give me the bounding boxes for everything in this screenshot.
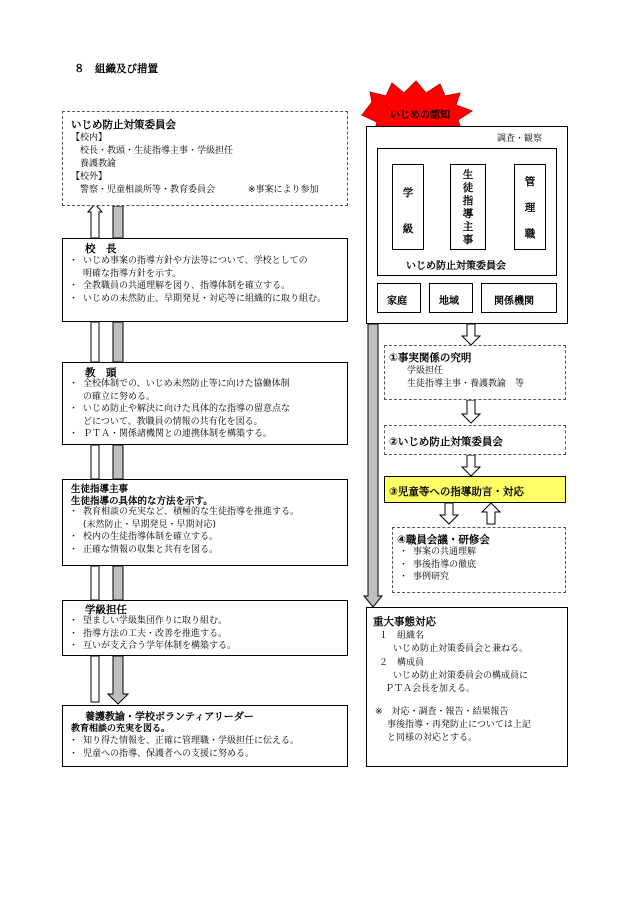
step3-title: ③児童等への指導助言・対応 [389, 486, 524, 498]
nurse-subtitle: 教育相談の充実を図る。 [71, 724, 171, 734]
step2-box [384, 425, 566, 455]
serious-item1-text: いじめ防止対策委員会と兼ねる。 [393, 644, 529, 654]
guidance-chief-item: (未然防止・早期発見・早期対応) [83, 519, 217, 530]
vice-principal-item: ・ いじめ防止や解決に向けた具体的な指導の留意点な [69, 403, 290, 416]
internal-members-2: 養護教諭 [80, 159, 117, 169]
serious-item2-text1: いじめ防止対策委員会の構成員に [393, 671, 529, 681]
serious-item1-label: １ 組織名 [379, 631, 425, 641]
serious-box [366, 607, 568, 767]
class-label: 学級 [402, 187, 414, 235]
vice-principal-item: ・ 全校体制での、いじめ未然防止等に向けた協働体制 [69, 378, 290, 391]
step1-box [384, 345, 566, 400]
nurse-box [62, 705, 348, 767]
guidance-chief-item: ・ 教育相談の充実など、積極的な生徒指導を推進する。 [69, 506, 299, 519]
committee-top-title: いじめ防止対策委員会 [71, 119, 176, 131]
homeroom-list [69, 615, 236, 653]
principal-item: ・ 全教職員の共通理解を図り、指導体制を確立する。 [69, 280, 326, 293]
serious-note1: ※ 対応・調査・報告・結果報告 [375, 707, 509, 717]
principal-box [62, 238, 348, 322]
step4-box [392, 527, 566, 593]
nurse-list [69, 735, 299, 760]
guidance-chief-box [62, 479, 348, 566]
step4-item: ・ 事後指導の徹底 [399, 559, 476, 572]
step4-list [399, 546, 476, 584]
vice-principal-item: ・ ＰＴＡ・関係諸機関との連携体制を構築する。 [69, 428, 290, 441]
vice-principal-title: 教 頭 [85, 367, 117, 379]
guidance-chief-item: ・ 正確な情報の収集と共有を図る。 [69, 544, 299, 557]
nurse-item: ・ 知り得た情報を、正確に管理職・学級担任に伝える。 [69, 735, 299, 748]
recognition-burst-label: いじめの認知 [390, 110, 450, 121]
guidance-chief-title: 生徒指導主事 [71, 484, 129, 495]
external-note: ※事案により参加 [248, 185, 319, 195]
principal-item: 明確な指導方針を示す。 [83, 268, 182, 279]
admin-label: 管理職 [524, 176, 536, 240]
serious-flow-arrow [364, 324, 382, 607]
vice-principal-list [69, 378, 290, 441]
guidance-box [450, 164, 486, 250]
principal-title: 校 長 [85, 243, 117, 255]
serious-title: 重大事態対応 [373, 616, 436, 628]
recognition-box [366, 126, 568, 324]
step4-item: ・ 事案の共通理解 [399, 546, 476, 559]
principal-list [69, 255, 326, 305]
vice-principal-box [62, 362, 348, 445]
community-label: 地域 [439, 296, 459, 307]
nurse-title: 養護教諭・学校ボランティアリーダー [85, 712, 254, 723]
step4-title: ④職員会議・研修会 [397, 534, 490, 546]
external-label: 【校外】 [71, 172, 108, 182]
class-box [392, 164, 424, 250]
step1-title: ①事実関係の究明 [389, 352, 472, 364]
homeroom-item: ・ 互いが支え合う学年体制を構築する。 [69, 640, 236, 653]
homeroom-item: ・ 指導方法の工夫・改善を推進する。 [69, 628, 236, 641]
community-box [429, 283, 473, 313]
guidance-label: 生徒指導主事 [462, 169, 474, 246]
step1-line1: 学級担任 [407, 366, 444, 376]
homeroom-item: ・ 望ましい学級集団作りに取り組む。 [69, 615, 236, 628]
nurse-item: ・ 児童への指導、保護者への支援に努める。 [69, 748, 299, 761]
guidance-chief-list [69, 506, 299, 556]
admin-box [514, 164, 546, 250]
recognition-committee-label: いじめ防止対策委員会 [406, 261, 506, 272]
survey-label: 調査・観察 [497, 134, 543, 144]
homeroom-title: 学級担任 [85, 604, 127, 616]
serious-item2-text2: ＰＴＡ会長を加える。 [385, 684, 476, 694]
internal-members: 校長・教頭・生徒指導主事・学級担任 [80, 146, 234, 156]
vice-principal-item: の確立に努める。 [83, 391, 156, 402]
external-members: 警察・児童相談所等・教育委員会 [80, 185, 216, 195]
principal-item: ・ いじめ事案の指導方針や方法等について、学校としての [69, 255, 326, 268]
serious-item2-label: ２ 構成員 [379, 658, 425, 668]
guidance-chief-subtitle: 生徒指導の具体的な方法を示す。 [71, 496, 213, 507]
agencies-box [481, 283, 557, 313]
family-box [377, 283, 421, 313]
committee-top-box [62, 111, 348, 206]
step1-line2: 生徒指導主事・養護教諭 等 [407, 379, 525, 389]
principal-item: ・ いじめの未然防止、早期発見・対応等に組織的に取り組む。 [69, 293, 326, 306]
serious-note3: と同様の対応とする。 [387, 733, 478, 743]
serious-note2: 事後指導・再発防止については上記 [387, 720, 531, 730]
vice-principal-item: どについて、教職員の情報の共有化を図る。 [83, 416, 263, 427]
agencies-label: 関係機関 [494, 296, 534, 307]
guidance-chief-item: ・ 校内の生徒指導体制を確立する。 [69, 531, 299, 544]
homeroom-box [62, 600, 348, 656]
step3-box [384, 476, 566, 503]
recognition-inner-frame [377, 148, 557, 276]
section-title: ８ 組織及び措置 [74, 63, 158, 75]
internal-label: 【校内】 [71, 133, 108, 143]
step4-item: ・ 事例研究 [399, 571, 476, 584]
family-label: 家庭 [387, 296, 407, 307]
step2-title: ②いじめ防止対策委員会 [389, 436, 503, 448]
